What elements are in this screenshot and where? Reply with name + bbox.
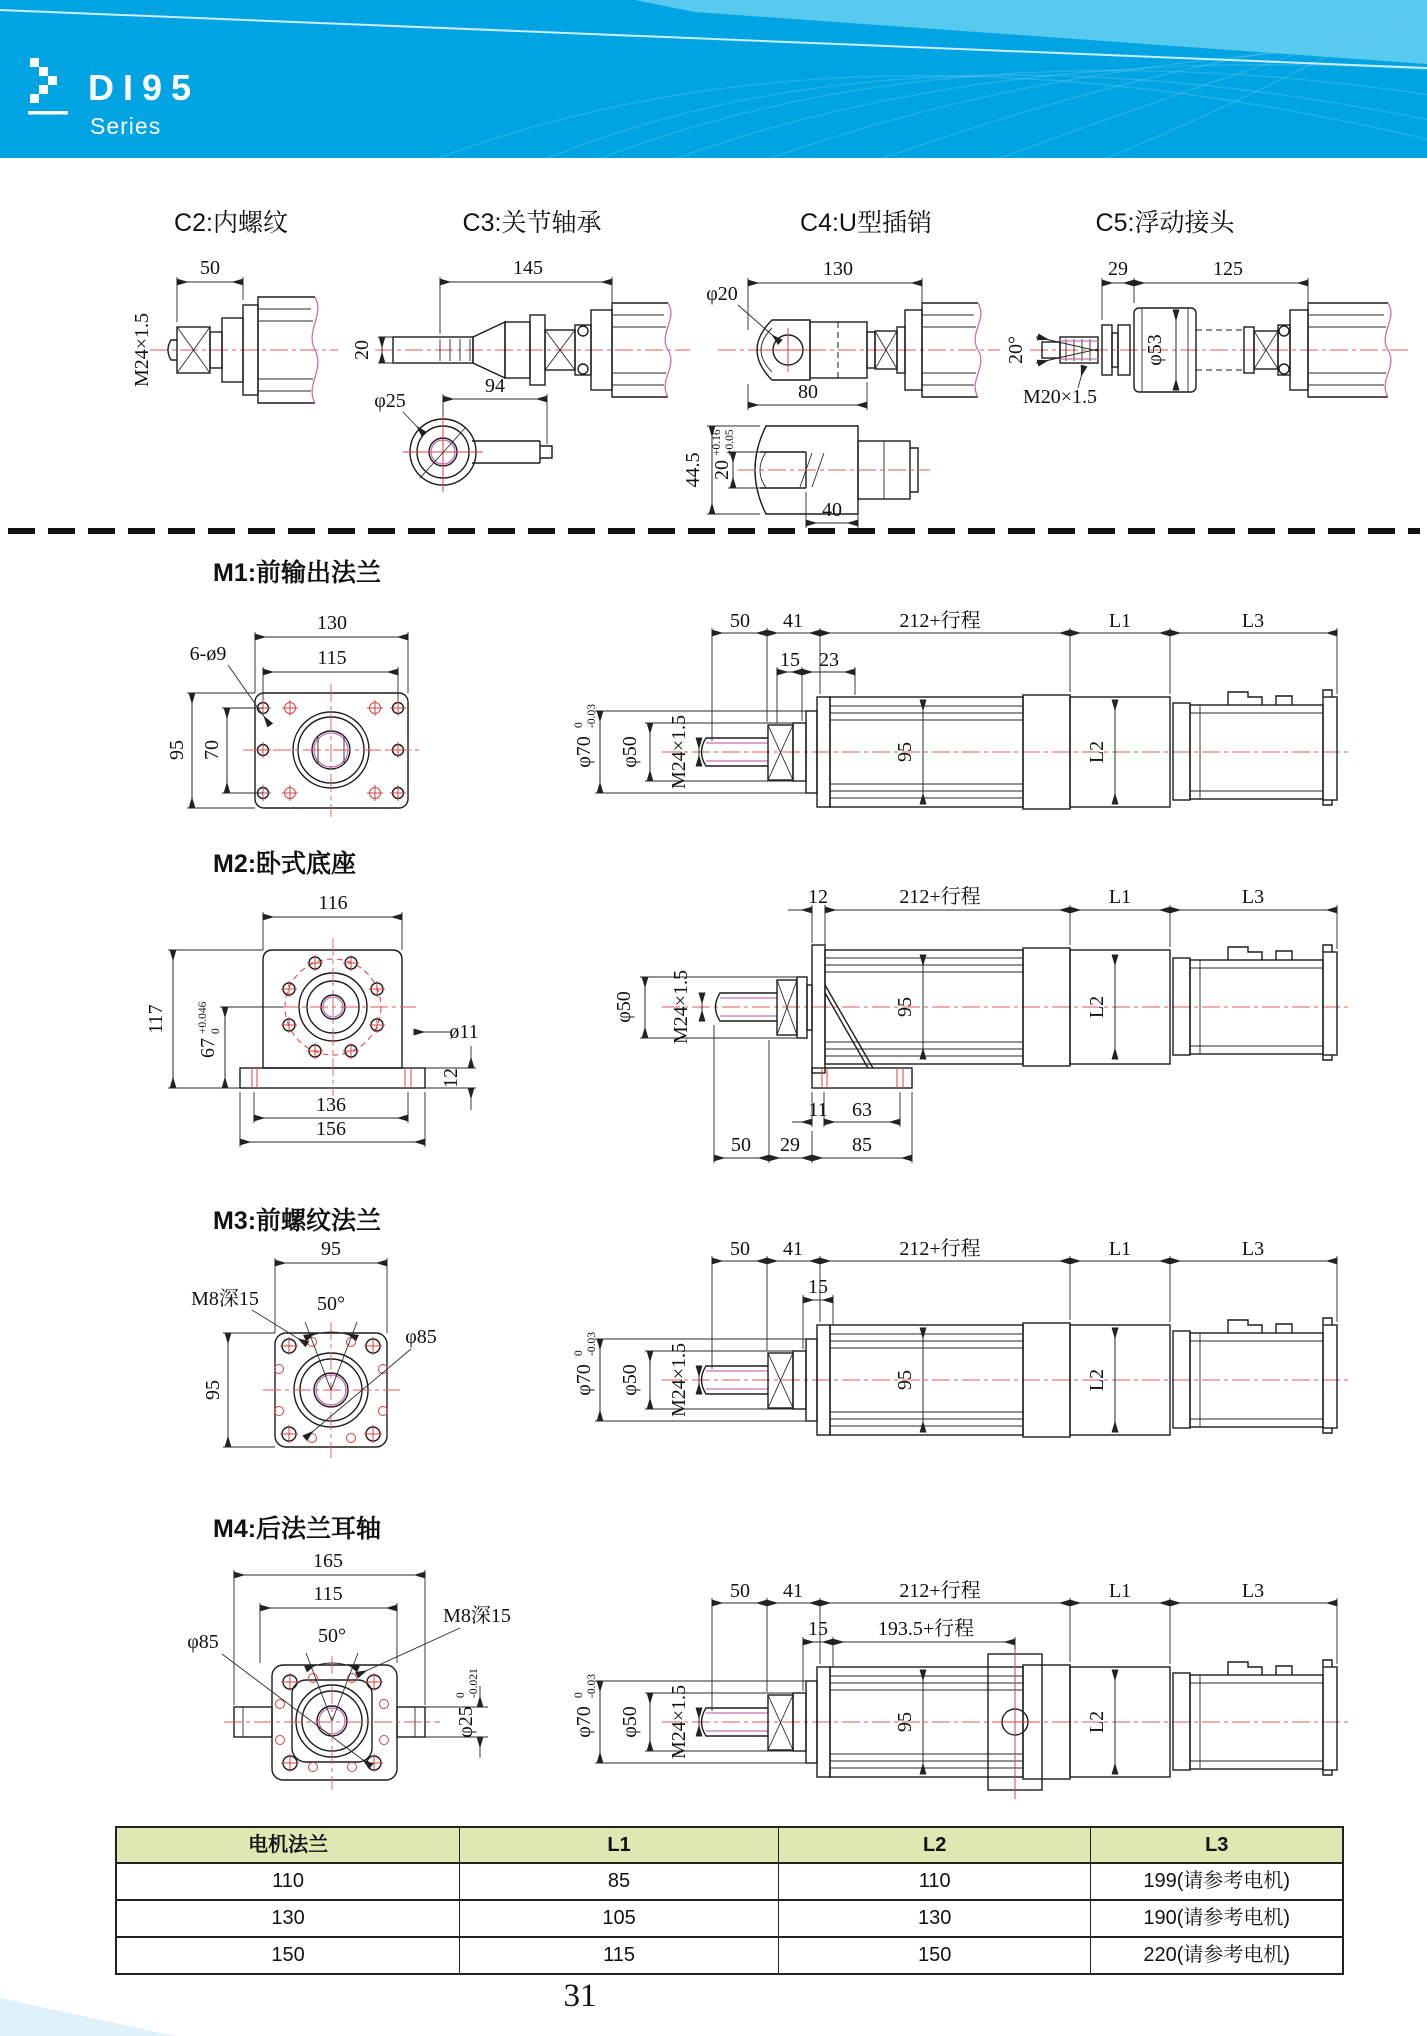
m1-thread-label: M24×1.5: [668, 714, 690, 790]
m3-front-view: [191, 1238, 437, 1458]
c4-dim-length: 130: [823, 258, 853, 280]
m2-front-view: [145, 892, 479, 1147]
cell-l3: 199(请参考电机): [1143, 1870, 1291, 1892]
m1-section: [166, 558, 1350, 817]
table-header-row: [117, 1828, 1342, 1862]
svg-text:-0.03: -0.03: [586, 1674, 598, 1698]
m2-front-w: 116: [318, 892, 348, 914]
m3-side-view: [573, 1237, 1350, 1437]
m2-front-foot-t: 12: [440, 1068, 462, 1088]
m4-front-w2: 115: [313, 1583, 343, 1605]
c5-thread-label: M20×1.5: [1022, 386, 1098, 408]
m3-dim-d2: 41: [783, 1238, 803, 1260]
m2-l2-dim: L2: [1086, 995, 1108, 1019]
cell-l1: 105: [460, 1901, 779, 1936]
m3-thread-label: M24×1.5: [668, 1342, 690, 1418]
m2-dim-d1: 12: [808, 886, 828, 908]
m1-dim-l3: L3: [1241, 610, 1265, 632]
m4-rodboss-label: φ50: [619, 1706, 641, 1738]
svg-text:-0.021: -0.021: [468, 1668, 480, 1698]
c4-dim-length2: 80: [798, 381, 818, 403]
svg-text:-0.03: -0.03: [586, 704, 598, 728]
m4-title: M4:后法兰耳轴: [213, 1515, 382, 1543]
m4-dim-d2: 41: [783, 1580, 803, 1602]
cell-flange: 130: [117, 1901, 460, 1936]
m3-dim-d1: 50: [730, 1238, 750, 1260]
svg-text:φ25: φ25: [455, 1706, 477, 1738]
m3-section: [191, 1207, 1350, 1458]
cell-l1: 115: [460, 1938, 779, 1973]
cell-l1: 85: [460, 1864, 779, 1899]
cell-l3: 220(请参考电机): [1143, 1944, 1291, 1966]
cell-flange: 110: [117, 1864, 460, 1899]
m4-section: [187, 1515, 1350, 1799]
m1-front-h2: 70: [201, 740, 223, 760]
c5-angle: 20°: [1005, 336, 1027, 364]
c4-slot-width-label: [711, 429, 736, 480]
m3-front-h: 95: [202, 1380, 224, 1400]
m3-dim-l3: L3: [1241, 1238, 1265, 1260]
c5-body-dia: φ53: [1144, 334, 1166, 366]
c3-title: C3:关节轴承: [462, 209, 602, 237]
svg-text:0: 0: [573, 1692, 585, 1698]
c3-ball-dia: φ25: [374, 390, 406, 412]
table-row: [117, 1862, 1342, 1899]
m2-section: [145, 849, 1350, 1163]
m2-front-slot: ø11: [449, 1021, 479, 1043]
m1-front-h: 95: [166, 740, 188, 760]
svg-text:-0.03: -0.03: [586, 1332, 598, 1356]
c2-drawing: [131, 209, 338, 403]
m2-dim-b5: 85: [852, 1134, 872, 1156]
m1-rodboss-label: φ50: [619, 736, 641, 768]
c4-slot-depth: 40: [822, 499, 842, 521]
svg-text:0: 0: [455, 1692, 467, 1698]
m4-front-thread-note: M8深15: [443, 1605, 511, 1627]
c2-thread-label: M24×1.5: [131, 312, 153, 388]
m3-front-bc-dia: φ85: [405, 1326, 437, 1348]
c4-title: C4:U型插销: [800, 209, 932, 237]
m2-dim-b3: 50: [731, 1134, 751, 1156]
m3-front-w: 95: [321, 1238, 341, 1260]
m3-l2-dim: L2: [1086, 1368, 1108, 1392]
m1-dim-d4: 23: [819, 649, 839, 671]
c2-dim-length: 50: [200, 257, 220, 279]
svg-text:φ70: φ70: [573, 1706, 595, 1738]
m2-front-w2: 136: [316, 1094, 346, 1116]
c5-dim-b: 125: [1213, 258, 1243, 280]
m4-dim-l3: L3: [1241, 1580, 1265, 1602]
svg-text:0: 0: [573, 722, 585, 728]
m2-front-h: 117: [145, 1004, 167, 1034]
m2-thread-label: M24×1.5: [670, 969, 692, 1045]
motor-flange-table: [115, 1826, 1344, 1975]
series-subtitle: Series: [90, 113, 162, 139]
col-header-l1: L1: [460, 1828, 779, 1862]
m4-dim-l1: L1: [1108, 1580, 1132, 1602]
m4-front-angle: 50°: [318, 1625, 346, 1647]
m2-body-dim: 95: [894, 997, 916, 1017]
svg-text:20: 20: [711, 460, 733, 480]
m1-dim-d2: 41: [783, 610, 803, 632]
m3-front-thread-note: M8深15: [191, 1288, 259, 1310]
m1-bolt-holes: [255, 700, 406, 801]
c2-title: C2:内螺纹: [174, 209, 288, 237]
m4-front-view: [187, 1550, 511, 1790]
cell-flange: 150: [117, 1938, 460, 1973]
c3-dim-length: 145: [513, 257, 543, 279]
m4-dim-stroke: 212+行程: [899, 1580, 981, 1602]
svg-text:0: 0: [573, 1350, 585, 1356]
svg-text:φ70: φ70: [573, 736, 595, 768]
m4-l2-dim: L2: [1086, 1710, 1108, 1734]
col-header-flange: 电机法兰: [117, 1828, 460, 1862]
m4-front-w: 165: [313, 1550, 343, 1572]
c3-dim-length2: 94: [485, 375, 505, 397]
m4-dim-stroke2: 193.5+行程: [877, 1618, 975, 1640]
m1-l2-dim: L2: [1086, 740, 1108, 764]
m3-dim-d3: 15: [808, 1276, 828, 1298]
m1-dim-d3: 15: [780, 649, 800, 671]
m2-dim-stroke: 212+行程: [899, 886, 981, 908]
m4-side-view: [573, 1579, 1350, 1799]
m2-dim-l3: L3: [1241, 886, 1265, 908]
c5-drawing: [1005, 209, 1412, 408]
m2-dim-l1: L1: [1108, 886, 1132, 908]
m2-side-view: [613, 885, 1350, 1163]
m4-pin-label: [455, 1668, 480, 1738]
m1-front-w2: 115: [317, 647, 347, 669]
svg-text:+0.046: +0.046: [197, 1001, 209, 1034]
m1-front-view: [166, 612, 420, 817]
m4-dim-d3: 15: [808, 1618, 828, 1640]
m4-pilot-label-side: [573, 1674, 598, 1738]
m4-body-dim: 95: [894, 1712, 916, 1732]
m1-front-w: 130: [317, 612, 347, 634]
cell-l2: 150: [779, 1938, 1092, 1973]
m3-rodboss-label: φ50: [619, 1364, 641, 1396]
m3-front-angle: 50°: [317, 1293, 345, 1315]
m2-front-w3: 156: [316, 1118, 346, 1140]
table-row: [117, 1936, 1342, 1973]
svg-text:67: 67: [197, 1038, 219, 1058]
m1-body-dim: 95: [894, 742, 916, 762]
m1-front-holes: 6-ø9: [189, 643, 227, 665]
svg-text:φ70: φ70: [573, 1364, 595, 1396]
c4-fork-height: 44.5: [682, 452, 704, 488]
m2-dim-b2: 63: [852, 1099, 872, 1121]
svg-text:+0.16: +0.16: [711, 429, 723, 456]
m4-front-bc-dia: φ85: [187, 1631, 219, 1653]
c4-pin-dia: φ20: [706, 283, 738, 305]
c5-title: C5:浮动接头: [1095, 209, 1235, 237]
m1-title: M1:前输出法兰: [213, 559, 382, 587]
m2-dim-b4: 29: [780, 1134, 800, 1156]
svg-text:+0.05: +0.05: [724, 429, 736, 456]
footer-corner-tint: [0, 1998, 175, 2036]
m3-dim-stroke: 212+行程: [899, 1238, 981, 1260]
c5-dim-a: 29: [1108, 258, 1128, 280]
m2-rodboss-label: φ50: [613, 991, 635, 1023]
c3-rod-dia: 20: [351, 340, 373, 360]
page-number: 31: [563, 1978, 597, 2014]
m1-dim-d1: 50: [730, 610, 750, 632]
series-title: DI95: [88, 67, 201, 108]
table-row: [117, 1899, 1342, 1936]
m4-thread-label: M24×1.5: [668, 1684, 690, 1760]
cell-l2: 110: [779, 1864, 1092, 1899]
m1-side-view: [573, 609, 1350, 809]
m2-title: M2:卧式底座: [213, 850, 357, 878]
m2-front-h2-label: [197, 1001, 222, 1058]
col-header-l2: L2: [779, 1828, 1092, 1862]
cell-l3: 190(请参考电机): [1143, 1907, 1291, 1929]
m1-dim-stroke: 212+行程: [899, 610, 981, 632]
svg-text:0: 0: [210, 1028, 222, 1034]
c3-drawing: [351, 209, 690, 492]
col-header-l3: L3: [1205, 1834, 1229, 1856]
m3-body-dim: 95: [894, 1370, 916, 1390]
m4-dim-d1: 50: [730, 1580, 750, 1602]
m3-pilot-label: [573, 1332, 598, 1396]
cell-l2: 130: [779, 1901, 1092, 1936]
m2-dim-b1: 11: [808, 1099, 828, 1121]
c4-drawing: [682, 209, 1000, 528]
m3-dim-l1: L1: [1108, 1238, 1132, 1260]
m1-pilot-label: [573, 704, 598, 768]
m3-title: M3:前螺纹法兰: [213, 1207, 382, 1235]
m1-dim-l1: L1: [1108, 610, 1132, 632]
